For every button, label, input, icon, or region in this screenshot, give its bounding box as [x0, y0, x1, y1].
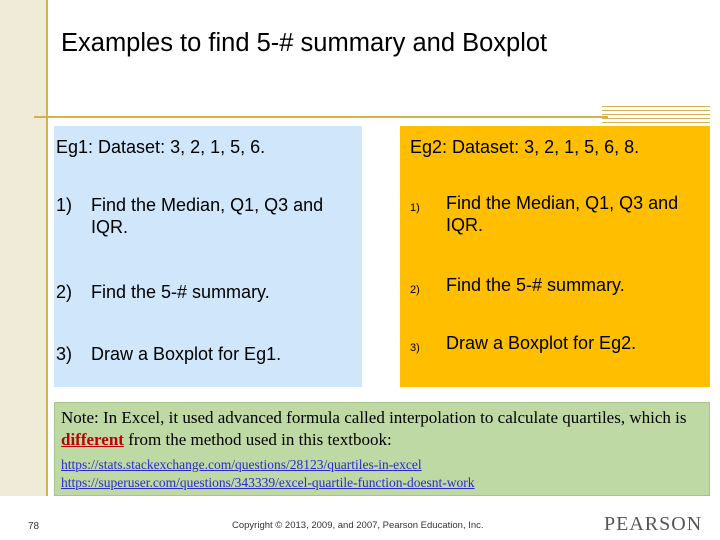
eg1-step-text: Find the Median, Q1, Q3 and IQR.: [91, 195, 324, 237]
eg2-step: [410, 192, 705, 236]
eg1-heading: Eg1: Dataset: 3, 2, 1, 5, 6.: [56, 137, 266, 157]
left-accent-rule: [46, 0, 48, 496]
eg1-step-number: 3): [56, 344, 73, 364]
eg2-step-text: Draw a Boxplot for Eg2.: [446, 333, 637, 353]
left-accent-bar: [0, 0, 46, 496]
note-text: [61, 407, 701, 451]
pearson-logo: PEARSON: [604, 513, 703, 535]
slide-number: 78: [28, 521, 40, 532]
slide-title: Examples to find 5-# summary and Boxplot: [61, 29, 548, 57]
eg2-step-number: 3): [410, 342, 420, 354]
eg1-step: [56, 194, 346, 238]
eg2-step-number: 2): [410, 284, 420, 296]
eg2-step-number: 1): [410, 202, 420, 214]
stats-stackexchange-link[interactable]: https://stats.stackexchange.com/questions/28123/quartiles-in-excel: [61, 457, 422, 472]
copyright-notice: Copyright © 2013, 2009, and 2007, Pearson Education, Inc.: [232, 520, 484, 531]
eg1-step: [56, 281, 346, 303]
note-emphasis: different: [61, 430, 124, 449]
eg1-panel: [54, 126, 362, 387]
eg2-step-text: Find the 5-# summary.: [446, 275, 625, 295]
eg1-step-number: 2): [56, 282, 73, 302]
eg1-step-text: Draw a Boxplot for Eg1.: [91, 344, 282, 364]
title-stripe-decoration: [602, 106, 710, 126]
excel-note-box: [54, 402, 710, 496]
eg2-step: [410, 332, 705, 354]
note-text-start: Note: In Excel, it used advanced formula called interpolation to calculate quartiles, which is: [61, 408, 687, 427]
eg2-panel: [400, 126, 710, 387]
superuser-link[interactable]: https://superuser.com/questions/343339/excel-quartile-function-doesnt-work: [61, 475, 475, 490]
eg2-heading: Eg2: Dataset: 3, 2, 1, 5, 6, 8.: [410, 137, 640, 157]
eg2-step-text: Find the Median, Q1, Q3 and IQR.: [446, 193, 679, 235]
eg1-step-text: Find the 5-# summary.: [91, 282, 270, 302]
eg1-step-number: 1): [56, 195, 73, 215]
note-text-end: from the method used in this textbook:: [123, 430, 392, 449]
title-divider: [34, 116, 608, 118]
eg1-step: [56, 343, 346, 365]
eg2-step: [410, 274, 705, 296]
